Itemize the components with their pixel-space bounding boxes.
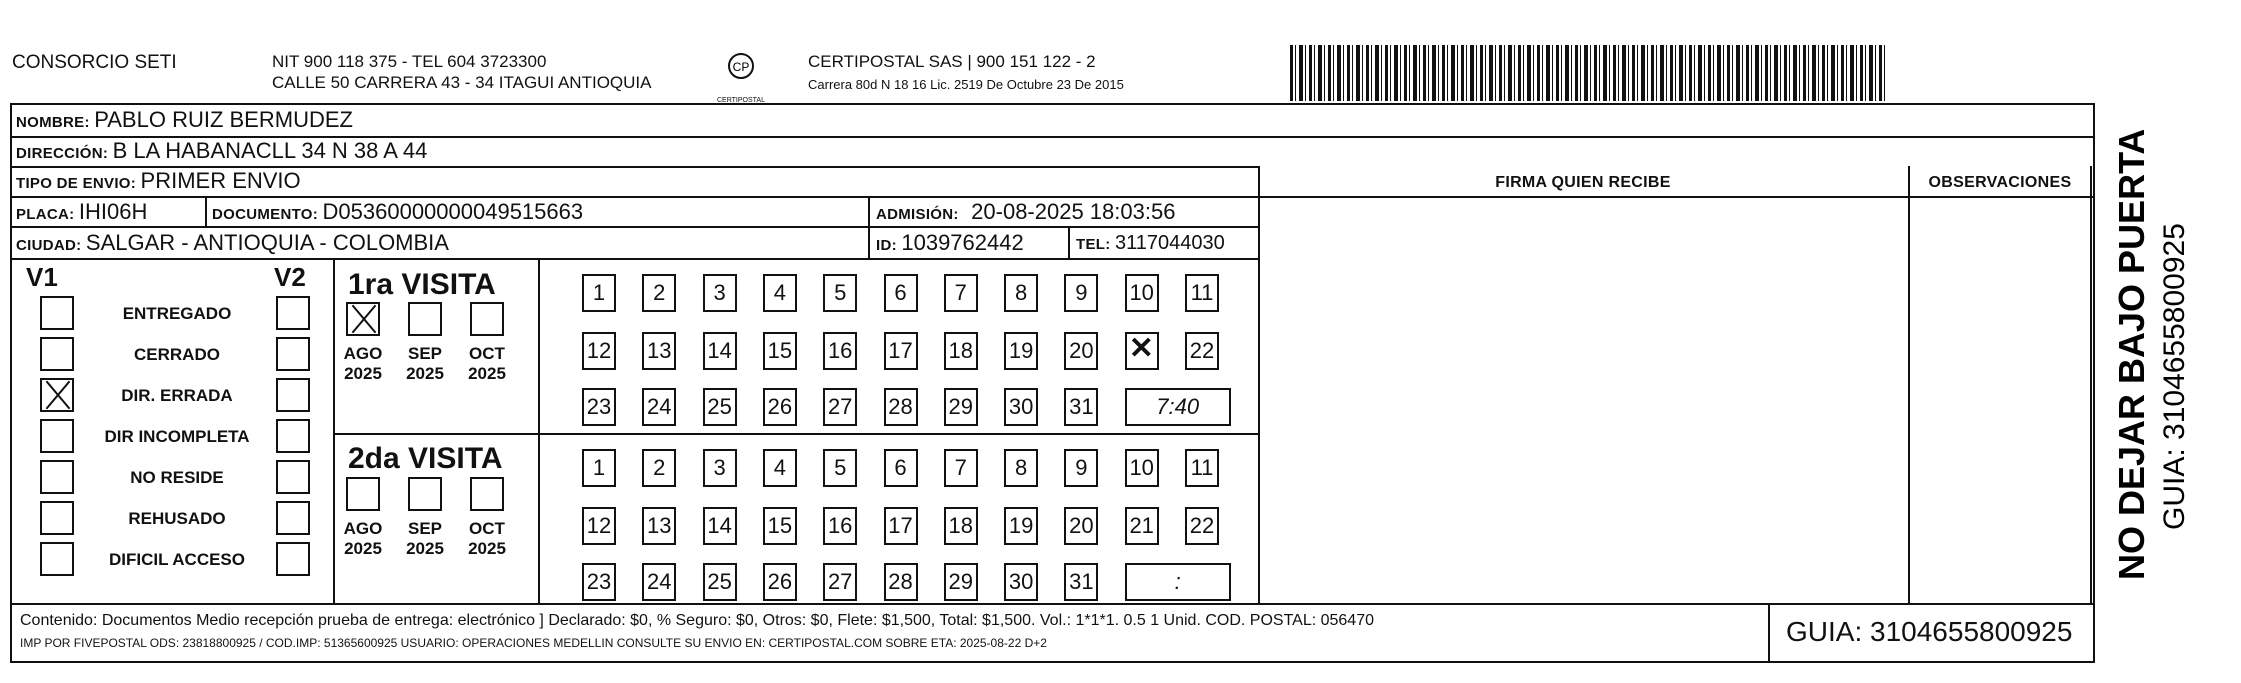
v1-label: V1 — [26, 262, 58, 292]
day-box[interactable]: 19 — [1004, 332, 1038, 370]
svg-text:CP: CP — [732, 60, 750, 74]
month-year: 2025 — [468, 364, 506, 383]
v2-checkbox[interactable] — [276, 542, 310, 576]
month-name: SEP — [407, 519, 443, 538]
header-address: CALLE 50 CARRERA 43 - 34 ITAGUI ANTIOQUIA — [272, 73, 652, 92]
day-box[interactable]: 27 — [823, 563, 857, 601]
day-box[interactable]: 16 — [823, 507, 857, 545]
day-box[interactable]: 11 — [1185, 274, 1219, 312]
documento-label: DOCUMENTO: — [212, 206, 319, 223]
v1-checkbox[interactable] — [40, 378, 74, 412]
ciudad-value: SALGAR - ANTIOQUIA - COLOMBIA — [85, 230, 449, 255]
month-name: AGO — [343, 519, 383, 538]
day-box[interactable]: 23 — [582, 388, 616, 426]
day-box[interactable]: 18 — [944, 507, 978, 545]
admision-value: 20-08-2025 18:03:56 — [971, 199, 1176, 224]
day-box[interactable]: 12 — [582, 332, 616, 370]
day-box[interactable]: 13 — [642, 507, 676, 545]
v2-checkbox[interactable] — [276, 419, 310, 453]
day-box[interactable]: 10 — [1125, 274, 1159, 312]
company-name: CONSORCIO SETI — [12, 52, 177, 73]
day-box[interactable]: 2 — [642, 449, 676, 487]
documento-row — [212, 199, 583, 228]
day-box[interactable]: 10 — [1125, 449, 1159, 487]
admision-row — [876, 199, 1175, 228]
day-box[interactable]: 4 — [763, 274, 797, 312]
id-value: 1039762442 — [901, 230, 1024, 255]
month-checkbox[interactable] — [470, 302, 504, 336]
day-box[interactable]: 16 — [823, 332, 857, 370]
day-box[interactable]: 11 — [1185, 449, 1219, 487]
month-checkbox[interactable] — [408, 477, 442, 511]
time-box[interactable]: : — [1125, 563, 1231, 601]
tipo-label: TIPO DE ENVIO: — [16, 175, 137, 192]
day-box[interactable]: 1 — [582, 449, 616, 487]
day-box[interactable]: 23 — [582, 563, 616, 601]
placa-value: IHI06H — [78, 199, 148, 224]
time-box[interactable]: 7:40 — [1125, 388, 1231, 426]
documento-value: D05360000000049515663 — [322, 199, 584, 224]
day-box[interactable]: 31 — [1064, 563, 1098, 601]
firma-header: FIRMA QUIEN RECIBE — [1495, 174, 1671, 191]
day-box[interactable]: 7 — [944, 449, 978, 487]
day-box[interactable]: 8 — [1004, 449, 1038, 487]
reason-label: NO RESIDE — [130, 468, 224, 487]
month-label — [338, 344, 388, 384]
month-checkbox[interactable] — [346, 477, 380, 511]
month-checkbox[interactable] — [346, 302, 380, 336]
day-box[interactable]: 5 — [823, 449, 857, 487]
reason-label: DIFICIL ACCESO — [108, 550, 245, 569]
month-year: 2025 — [406, 364, 444, 383]
day-box[interactable]: 18 — [944, 332, 978, 370]
tel-value: 3117044030 — [1114, 232, 1225, 254]
day-box[interactable]: 8 — [1004, 274, 1038, 312]
v1-checkbox[interactable] — [40, 296, 74, 330]
footer-imp: IMP POR FIVEPOSTAL ODS: 23818800925 / COD.IMP: 51365600925 USUARIO: OPERACIONES MEDELLIN CONSULTE SU ENVIO EN: CERTIPOSTAL.COM SOBRE ETA: 2025-08-22 D+2 — [20, 636, 1047, 650]
month-year: 2025 — [406, 539, 444, 558]
v1-checkbox[interactable] — [40, 460, 74, 494]
v2-checkbox[interactable] — [276, 501, 310, 535]
observaciones-header: OBSERVACIONES — [1928, 174, 2072, 191]
placa-label: PLACA: — [16, 206, 75, 223]
direccion-label: DIRECCIÓN: — [16, 145, 109, 162]
reason-label: CERRADO — [134, 345, 220, 364]
month-name: SEP — [407, 344, 443, 363]
v1-checkbox[interactable] — [40, 337, 74, 371]
v2-checkbox[interactable] — [276, 378, 310, 412]
no-dejar-text: NO DEJAR BAJO PUERTA — [2111, 130, 2152, 580]
direccion-row — [16, 138, 427, 167]
day-box[interactable]: 31 — [1064, 388, 1098, 426]
month-label — [338, 519, 388, 559]
day-box[interactable]: 25 — [703, 388, 737, 426]
day-box[interactable]: 29 — [944, 388, 978, 426]
day-box[interactable]: 14 — [703, 332, 737, 370]
day-box[interactable]: 24 — [642, 388, 676, 426]
day-box[interactable]: 15 — [763, 507, 797, 545]
month-label — [462, 344, 512, 384]
day-box[interactable]: 9 — [1064, 274, 1098, 312]
day-box[interactable]: 25 — [703, 563, 737, 601]
month-year: 2025 — [468, 539, 506, 558]
month-name: AGO — [343, 344, 383, 363]
day-box[interactable]: 22 — [1185, 507, 1219, 545]
day-box[interactable]: 3 — [703, 449, 737, 487]
v1-checkbox[interactable] — [40, 501, 74, 535]
day-box[interactable]: 6 — [884, 274, 918, 312]
side-text — [2100, 130, 2240, 590]
barcode — [1290, 45, 1885, 101]
placa-row — [16, 199, 147, 228]
day-box[interactable]: 17 — [884, 507, 918, 545]
day-box[interactable]: 21 — [1125, 507, 1159, 545]
day-box[interactable] — [1125, 332, 1159, 370]
month-label — [462, 519, 512, 559]
day-box[interactable]: 26 — [763, 563, 797, 601]
footer-contenido: Contenido: Documentos Medio recepción prueba de entrega: electrónico ] Declarado: $0, % Seguro: $0, Otros: $0, Flete: $1,500, Total: $1,500. Vol.: 1*1*1. 0.5 1 Unid. COD. POSTAL: 056470 — [20, 612, 1374, 629]
v1-checkbox[interactable] — [40, 542, 74, 576]
month-label — [400, 344, 450, 384]
id-label: ID: — [876, 237, 897, 254]
footer-guia: GUIA: 3104655800925 — [1786, 616, 2073, 647]
day-box[interactable]: 28 — [884, 388, 918, 426]
day-box[interactable]: 28 — [884, 563, 918, 601]
day-box[interactable]: 24 — [642, 563, 676, 601]
day-box[interactable]: 19 — [1004, 507, 1038, 545]
tipo-row — [16, 168, 301, 197]
ciudad-label: CIUDAD: — [16, 237, 82, 254]
certipostal-title: CERTIPOSTAL SAS | 900 151 122 - 2 — [808, 52, 1096, 71]
side-guia-text: GUIA: 3104655800925 — [2158, 223, 2191, 530]
visit1-title: 1ra VISITA — [348, 268, 496, 301]
day-box[interactable]: 26 — [763, 388, 797, 426]
day-box[interactable]: 14 — [703, 507, 737, 545]
nombre-label: NOMBRE: — [16, 114, 90, 131]
day-box[interactable]: 15 — [763, 332, 797, 370]
visit2-title: 2da VISITA — [348, 442, 503, 475]
certipostal-logo — [712, 50, 770, 104]
logo-text: CERTIPOSTAL — [717, 97, 765, 104]
reason-label: ENTREGADO — [122, 304, 232, 323]
month-name: OCT — [469, 344, 505, 363]
day-box[interactable]: 5 — [823, 274, 857, 312]
admision-label: ADMISIÓN: — [876, 206, 959, 223]
nombre-value: PABLO RUIZ BERMUDEZ — [94, 107, 353, 132]
day-box[interactable]: 17 — [884, 332, 918, 370]
certipostal-address: Carrera 80d N 18 16 Lic. 2519 De Octubre 23 De 2015 — [808, 77, 1124, 92]
v2-checkbox[interactable] — [276, 460, 310, 494]
month-checkbox[interactable] — [470, 477, 504, 511]
day-box[interactable]: 30 — [1004, 563, 1038, 601]
month-name: OCT — [469, 519, 505, 538]
tel-row — [1076, 230, 1225, 258]
day-box[interactable]: 22 — [1185, 332, 1219, 370]
v1-checkbox[interactable] — [40, 419, 74, 453]
reason-label: REHUSADO — [128, 509, 226, 528]
day-box[interactable]: 30 — [1004, 388, 1038, 426]
day-box[interactable]: 9 — [1064, 449, 1098, 487]
ciudad-row — [16, 230, 449, 259]
day-box[interactable]: 13 — [642, 332, 676, 370]
nombre-row — [16, 107, 353, 136]
reason-label: DIR. ERRADA — [121, 386, 233, 405]
v2-checkbox[interactable] — [276, 337, 310, 371]
nit-tel: NIT 900 118 375 - TEL 604 3723300 — [272, 52, 547, 71]
day-box[interactable]: 29 — [944, 563, 978, 601]
v2-checkbox[interactable] — [276, 296, 310, 330]
day-box[interactable]: 12 — [582, 507, 616, 545]
month-year: 2025 — [344, 364, 382, 383]
reason-label: DIR INCOMPLETA — [104, 427, 250, 446]
day-box[interactable]: 4 — [763, 449, 797, 487]
tel-label: TEL: — [1076, 236, 1111, 253]
month-checkbox[interactable] — [408, 302, 442, 336]
month-year: 2025 — [344, 539, 382, 558]
month-label — [400, 519, 450, 559]
day-box[interactable]: 3 — [703, 274, 737, 312]
day-box[interactable]: 2 — [642, 274, 676, 312]
day-box[interactable]: 7 — [944, 274, 978, 312]
id-row — [876, 230, 1024, 259]
direccion-value: B LA HABANACLL 34 N 38 A 44 — [112, 138, 428, 163]
day-box[interactable]: 27 — [823, 388, 857, 426]
v2-label: V2 — [274, 262, 306, 292]
day-box[interactable]: 20 — [1064, 332, 1098, 370]
day-box[interactable]: 1 — [582, 274, 616, 312]
tipo-value: PRIMER ENVIO — [140, 168, 301, 193]
day-box[interactable]: 6 — [884, 449, 918, 487]
day-box[interactable]: 20 — [1064, 507, 1098, 545]
